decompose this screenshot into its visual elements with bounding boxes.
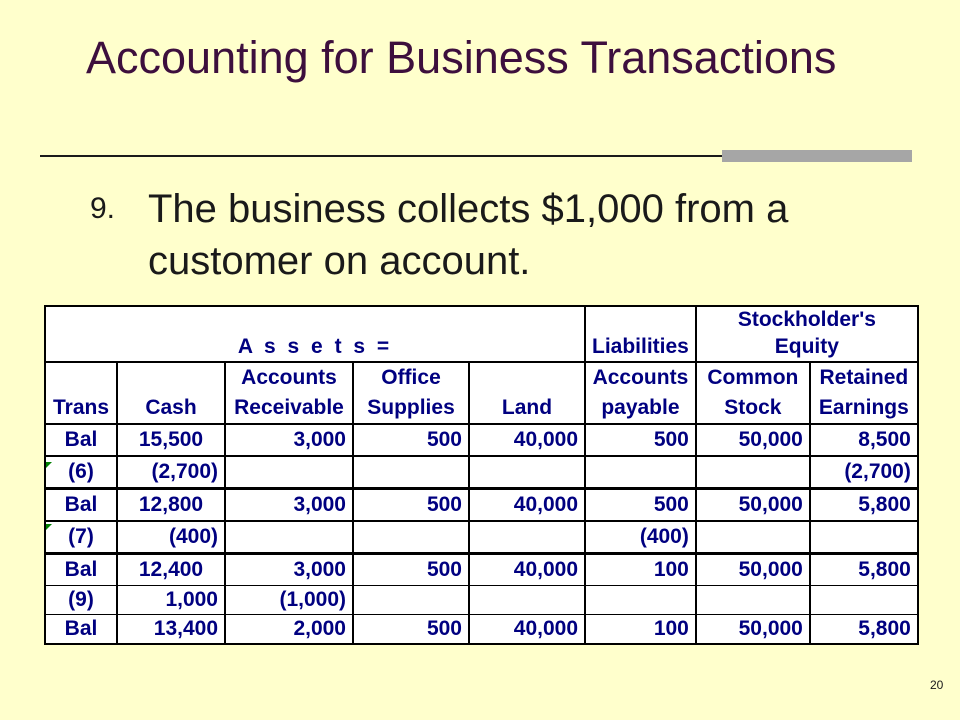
row-cash: (2,700) bbox=[117, 456, 225, 489]
os-header-line2: Supplies bbox=[353, 393, 469, 424]
table-row bbox=[45, 456, 918, 489]
ap-header-line2: payable bbox=[585, 393, 696, 424]
assets-group-header: A s s e t s = bbox=[45, 333, 585, 362]
re-header-line1: Retained bbox=[810, 362, 918, 393]
row-os bbox=[353, 456, 469, 489]
re-header-line2: Earnings bbox=[810, 393, 918, 424]
row-ar: 3,000 bbox=[225, 554, 353, 586]
row-ar: (1,000) bbox=[225, 586, 353, 615]
row-os bbox=[353, 521, 469, 554]
cash-header: Cash bbox=[117, 393, 225, 424]
land-header-top bbox=[469, 362, 585, 393]
row-cs: 50,000 bbox=[696, 615, 810, 645]
row-ap: 500 bbox=[585, 424, 696, 456]
row-land: 40,000 bbox=[469, 554, 585, 586]
liabilities-group-top bbox=[585, 306, 696, 333]
row-re: 5,800 bbox=[810, 554, 918, 586]
row-ap: 100 bbox=[585, 615, 696, 645]
cell-comment-marker bbox=[46, 462, 52, 468]
row-ap bbox=[585, 586, 696, 615]
row-re: (2,700) bbox=[810, 456, 918, 489]
row-cs bbox=[696, 586, 810, 615]
table-row bbox=[45, 489, 918, 522]
column-header-row-2 bbox=[45, 393, 918, 424]
row-land: 40,000 bbox=[469, 424, 585, 456]
row-re: 8,500 bbox=[810, 424, 918, 456]
row-ar bbox=[225, 456, 353, 489]
row-ap: 500 bbox=[585, 489, 696, 522]
row-cs: 50,000 bbox=[696, 554, 810, 586]
bullet-text: The business collects $1,000 from a customer on account. bbox=[148, 187, 789, 283]
row-ap: (400) bbox=[585, 521, 696, 554]
row-trans: Bal bbox=[45, 424, 117, 456]
row-cs: 50,000 bbox=[696, 424, 810, 456]
row-ar bbox=[225, 521, 353, 554]
cs-header-line2: Stock bbox=[696, 393, 810, 424]
ar-header-line1: Accounts bbox=[225, 362, 353, 393]
transaction-ledger-table bbox=[44, 305, 919, 645]
table-row bbox=[45, 521, 918, 554]
row-land: 40,000 bbox=[469, 489, 585, 522]
row-trans: (9) bbox=[45, 586, 117, 615]
slide-title: Accounting for Business Transactions bbox=[86, 32, 837, 83]
liabilities-group-header: Liabilities bbox=[585, 333, 696, 362]
row-cash: 13,400 bbox=[117, 615, 225, 645]
cs-header-line1: Common bbox=[696, 362, 810, 393]
row-land: 40,000 bbox=[469, 615, 585, 645]
group-header-row-2 bbox=[45, 333, 918, 362]
row-cash: 15,500 bbox=[117, 424, 225, 456]
equity-header-line1: Stockholder's bbox=[696, 306, 918, 333]
row-land bbox=[469, 586, 585, 615]
row-re bbox=[810, 521, 918, 554]
equity-header-line2: Equity bbox=[696, 333, 918, 362]
group-header-row-1 bbox=[45, 306, 918, 333]
os-header-line1: Office bbox=[353, 362, 469, 393]
row-os: 500 bbox=[353, 424, 469, 456]
column-header-row-1 bbox=[45, 362, 918, 393]
row-os: 500 bbox=[353, 615, 469, 645]
row-cash: 12,800 bbox=[117, 489, 225, 522]
title-divider-accent bbox=[722, 150, 912, 162]
page-number: 20 bbox=[930, 678, 944, 692]
row-os: 500 bbox=[353, 554, 469, 586]
row-ap bbox=[585, 456, 696, 489]
row-cash: 1,000 bbox=[117, 586, 225, 615]
land-header: Land bbox=[469, 393, 585, 424]
table-row bbox=[45, 424, 918, 456]
row-os: 500 bbox=[353, 489, 469, 522]
cash-header-top bbox=[117, 362, 225, 393]
row-re: 5,800 bbox=[810, 615, 918, 645]
row-land bbox=[469, 456, 585, 489]
table-row bbox=[45, 615, 918, 645]
row-ar: 3,000 bbox=[225, 424, 353, 456]
trans-header: Trans bbox=[45, 393, 117, 424]
row-ar: 2,000 bbox=[225, 615, 353, 645]
row-trans: Bal bbox=[45, 554, 117, 586]
ap-header-line1: Accounts bbox=[585, 362, 696, 393]
row-cash: 12,400 bbox=[117, 554, 225, 586]
row-trans: (6) bbox=[45, 456, 117, 489]
table-row bbox=[45, 586, 918, 615]
row-land bbox=[469, 521, 585, 554]
row-cs: 50,000 bbox=[696, 489, 810, 522]
row-trans: Bal bbox=[45, 489, 117, 522]
row-re: 5,800 bbox=[810, 489, 918, 522]
ar-header-line2: Receivable bbox=[225, 393, 353, 424]
row-ap: 100 bbox=[585, 554, 696, 586]
row-trans: (7) bbox=[45, 521, 117, 554]
row-cash: (400) bbox=[117, 521, 225, 554]
cell-comment-marker bbox=[46, 524, 52, 530]
row-cs bbox=[696, 521, 810, 554]
row-ar: 3,000 bbox=[225, 489, 353, 522]
bullet-number: 9. bbox=[90, 192, 116, 225]
row-re bbox=[810, 586, 918, 615]
row-cs bbox=[696, 456, 810, 489]
trans-header-top bbox=[45, 362, 117, 393]
assets-group-top bbox=[45, 306, 585, 333]
table-row bbox=[45, 554, 918, 586]
row-trans: Bal bbox=[45, 615, 117, 645]
row-os bbox=[353, 586, 469, 615]
